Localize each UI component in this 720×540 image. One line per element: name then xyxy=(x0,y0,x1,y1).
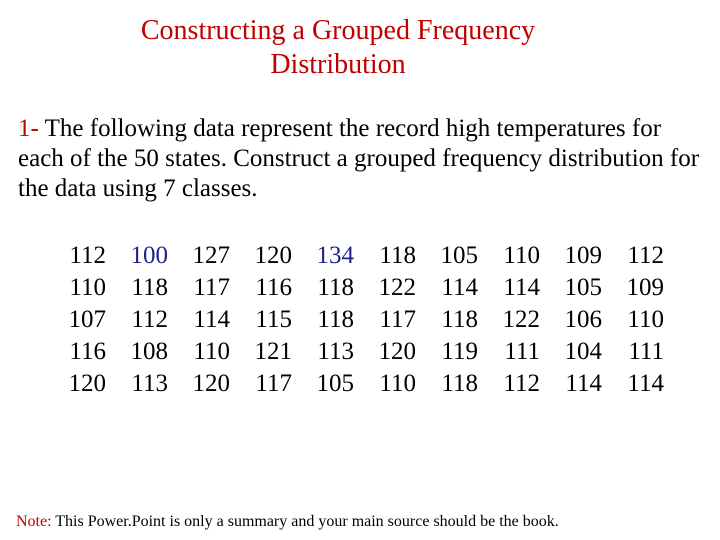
data-cell: 118 xyxy=(317,306,354,333)
data-cell: 117 xyxy=(193,274,230,301)
data-cell: 122 xyxy=(502,306,540,333)
data-cell: 108 xyxy=(130,338,168,365)
data-cell: 113 xyxy=(131,370,168,397)
slide-title-line-2: Distribution xyxy=(270,49,406,80)
data-cell: 114 xyxy=(503,274,540,301)
problem-statement xyxy=(18,114,708,204)
data-cell: 112 xyxy=(131,306,168,333)
data-cell: 112 xyxy=(627,242,664,269)
data-cell: 120 xyxy=(378,338,416,365)
data-cell: 120 xyxy=(254,242,292,269)
data-cell: 111 xyxy=(504,338,540,365)
data-cell: 100 xyxy=(130,242,168,269)
data-cell: 114 xyxy=(441,274,478,301)
data-cell: 110 xyxy=(193,338,230,365)
data-cell: 121 xyxy=(254,338,292,365)
problem-number: 1- xyxy=(18,115,39,142)
data-cell: 118 xyxy=(131,274,168,301)
data-cell: 104 xyxy=(564,338,602,365)
data-cell: 106 xyxy=(564,306,602,333)
data-cell: 110 xyxy=(69,274,106,301)
data-cell: 105 xyxy=(440,242,478,269)
data-cell: 112 xyxy=(69,242,106,269)
data-cell: 110 xyxy=(627,306,664,333)
data-cell: 116 xyxy=(69,338,106,365)
data-cell: 118 xyxy=(317,274,354,301)
note-text: This Power.Point is only a summary and your main source should be the book. xyxy=(51,513,559,530)
note-label: Note: xyxy=(16,513,52,530)
footer-note xyxy=(16,512,559,532)
data-cell: 110 xyxy=(503,242,540,269)
data-cell: 107 xyxy=(68,306,106,333)
data-cell: 118 xyxy=(379,242,416,269)
data-cell: 119 xyxy=(441,338,478,365)
data-cell: 117 xyxy=(255,370,292,397)
data-cell: 109 xyxy=(564,242,602,269)
temperature-data-table xyxy=(44,240,664,400)
data-cell: 118 xyxy=(441,306,478,333)
data-cell: 127 xyxy=(192,242,230,269)
data-cell: 112 xyxy=(503,370,540,397)
data-cell: 110 xyxy=(379,370,416,397)
data-cell: 111 xyxy=(628,338,664,365)
data-cell: 114 xyxy=(565,370,602,397)
data-cell: 120 xyxy=(192,370,230,397)
data-cell: 122 xyxy=(378,274,416,301)
data-cell: 118 xyxy=(441,370,478,397)
data-cell: 113 xyxy=(317,338,354,365)
data-cell: 120 xyxy=(68,370,106,397)
slide-title xyxy=(0,14,676,82)
data-cell: 117 xyxy=(379,306,416,333)
data-cell: 116 xyxy=(255,274,292,301)
data-cell: 109 xyxy=(626,274,664,301)
data-cell: 105 xyxy=(316,370,354,397)
data-cell: 114 xyxy=(627,370,664,397)
data-cell: 115 xyxy=(255,306,292,333)
data-cell: 105 xyxy=(564,274,602,301)
slide-title-line-1: Constructing a Grouped Frequency xyxy=(140,15,536,46)
data-cell: 134 xyxy=(316,242,354,269)
data-cell: 114 xyxy=(193,306,230,333)
problem-text: The following data represent the record high temperatures for each of the 50 states. Construct a grouped frequency distribution for the data using 7 classes. xyxy=(18,115,700,202)
